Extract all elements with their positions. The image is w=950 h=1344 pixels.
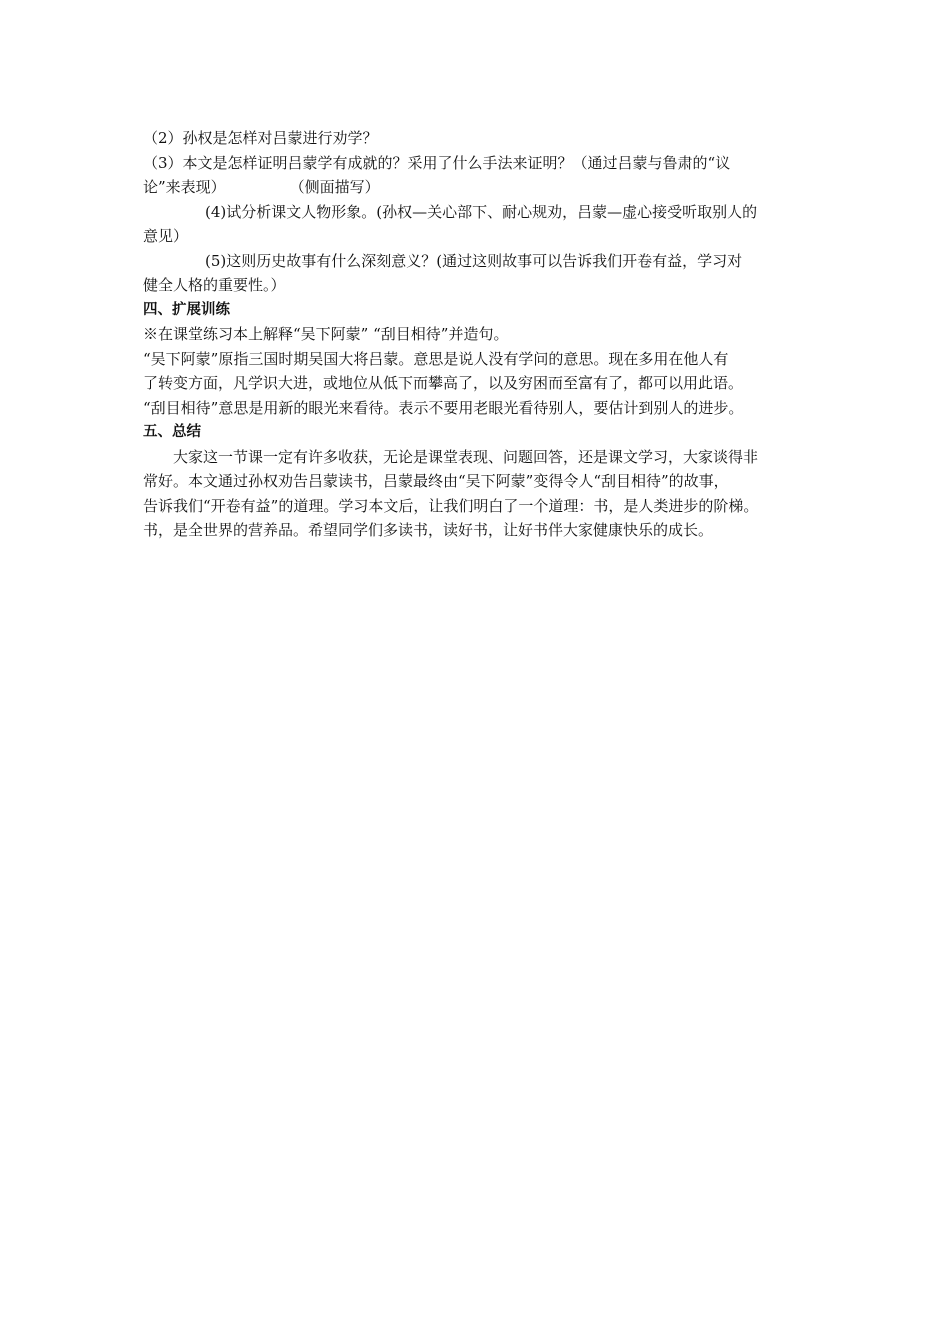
question-2: （2）孙权是怎样对吕蒙进行劝学？ <box>143 129 378 147</box>
document-page <box>143 126 819 543</box>
question-5-line-1: (5)这则历史故事有什么深刻意义？(通过这则故事可以告诉我们开卷有益，学习对 <box>205 251 743 270</box>
section-4-heading: 四、扩展训练 <box>143 301 230 318</box>
question-5-line-2: 健全人格的重要性。） <box>143 276 286 294</box>
section-5-heading: 五、总结 <box>143 424 201 440</box>
section-4-paragraph-1-line-2: 了转变方面，凡学识大进，或地位从低下而攀高了，以及穷困而至富有了，都可以用此语。 <box>143 374 744 392</box>
question-3-line-1: （3）本文是怎样证明吕蒙学有成就的？采用了什么手法来证明？（通过吕蒙与鲁肃的“议 <box>143 153 731 172</box>
section-5-line-3: 告诉我们“开卷有益”的道理。学习本文后，让我们明白了一个道理：书，是人类进步的阶梯。 <box>143 496 759 515</box>
question-4-line-1: (4)试分析课文人物形象。(孙权—关心部下、耐心规劝，吕蒙—虚心接受听取别人的 <box>205 202 758 221</box>
question-3-answer-b: （侧面描写） <box>289 178 380 196</box>
question-4-line-2: 意见） <box>143 227 189 245</box>
section-4-instruction: ※在课堂练习本上解释“吴下阿蒙” “刮目相待”并造句。 <box>143 325 509 343</box>
section-4-paragraph-1-line-1: “吴下阿蒙”原指三国时期吴国大将吕蒙。意思是说人没有学问的意思。现在多用在他人有 <box>143 349 729 368</box>
section-5-line-1: 大家这一节课一定有许多收获，无论是课堂表现、问题回答，还是课文学习，大家谈得非 <box>173 447 759 466</box>
question-3-line-2 <box>143 175 819 200</box>
section-5-line-2: 常好。本文通过孙权劝告吕蒙读书，吕蒙最终由“吴下阿蒙”变得令人“刮目相待”的故事， <box>143 472 729 490</box>
question-3-answer-a: 论”来表现） <box>143 178 226 196</box>
section-4-paragraph-2: “刮目相待”意思是用新的眼光来看待。表示不要用老眼光看待别人，要估计到别人的进步。 <box>143 398 744 417</box>
section-5-line-4: 书，是全世界的营养品。希望同学们多读书，读好书，让好书伴大家健康快乐的成长。 <box>143 521 714 539</box>
